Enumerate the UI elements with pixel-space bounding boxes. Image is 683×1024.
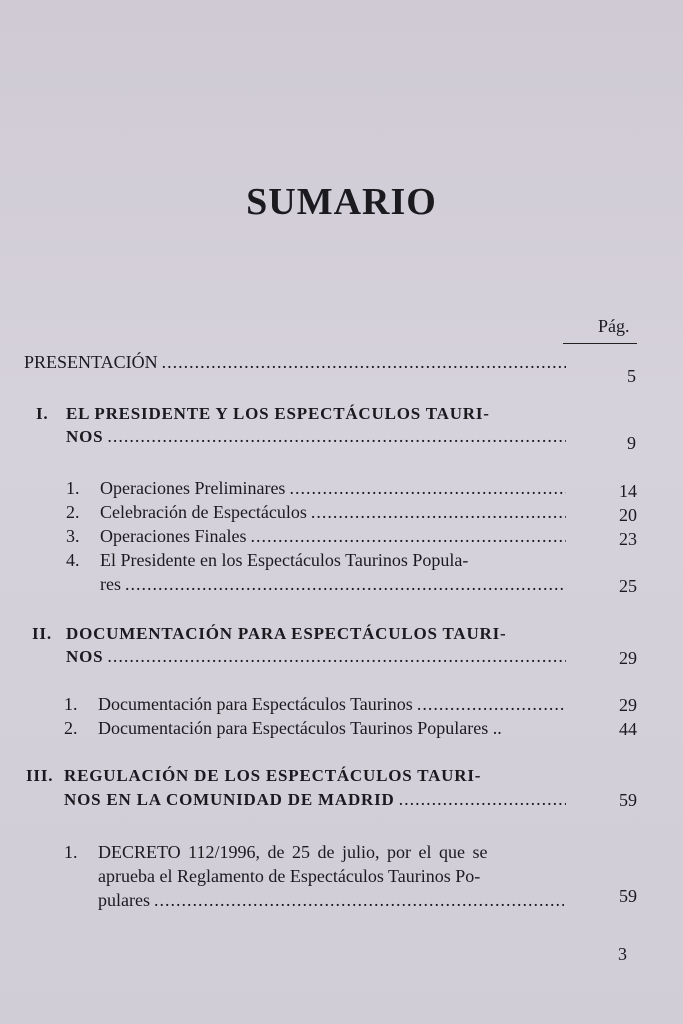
item-page: 14: [619, 481, 637, 501]
item-label-line2: aprueba el Reglamento de Espectáculos Taurinos Po-: [98, 866, 481, 886]
page-number: 3: [618, 944, 627, 964]
section-page: 29: [619, 648, 637, 668]
section-title-line2: NOS: [66, 647, 104, 666]
page-column-rule: [563, 343, 637, 344]
item-page: 20: [619, 505, 637, 525]
toc-entry-label: PRESENTACIÓN: [24, 352, 158, 372]
item-label: Celebración de Espectáculos: [100, 502, 307, 522]
item-number: 2.: [66, 502, 80, 522]
leader-dots: [250, 526, 566, 547]
page-column-label: Pág.: [598, 316, 630, 336]
section-title-line2-row: [64, 789, 566, 810]
item-label: El Presidente en los Espectáculos Taurinos Popula-: [100, 550, 469, 570]
item-number: 2.: [64, 718, 78, 738]
section-title-line1: EL PRESIDENTE Y LOS ESPECTÁCULOS TAURI-: [66, 404, 490, 423]
item-number: 1.: [64, 842, 78, 862]
toc-item: [100, 502, 566, 523]
section-page: 59: [619, 790, 637, 810]
leader-dots: [107, 426, 566, 447]
section-title-line1: DOCUMENTACIÓN PARA ESPECTÁCULOS TAURI-: [66, 624, 507, 643]
toc-item: [100, 478, 566, 499]
leader-dots: [311, 502, 566, 523]
item-label-line1: DECRETO 112/1996, de 25 de julio, por el que se: [98, 842, 488, 862]
item-number: 1.: [66, 478, 80, 498]
item-page: 29: [619, 695, 637, 715]
toc-item: [100, 526, 566, 547]
section-number: I.: [36, 404, 49, 423]
section-title-line2: NOS: [66, 427, 104, 446]
item-number: 4.: [66, 550, 80, 570]
item-page: 23: [619, 529, 637, 549]
item-page: 59: [619, 886, 637, 906]
section-number: II.: [32, 624, 52, 643]
item-label: Operaciones Preliminares: [100, 478, 286, 498]
item-number: 3.: [66, 526, 80, 546]
item-label-line3: pulares: [98, 890, 150, 910]
leader-dots: [417, 694, 566, 715]
leader-dots: [154, 890, 564, 911]
item-label-cont: res: [100, 574, 121, 594]
item-number: 1.: [64, 694, 78, 714]
section-number: III.: [26, 766, 54, 785]
leader-dots: [399, 789, 566, 810]
section-page: 9: [627, 433, 636, 453]
leader-dots: [289, 478, 566, 499]
item-page: 44: [619, 719, 637, 739]
item-label: Documentación para Espectáculos Taurinos: [98, 694, 413, 714]
section-title-line2-row: [66, 646, 566, 667]
leader-dots: [162, 352, 566, 373]
toc-item: [98, 694, 566, 715]
toc-item: [100, 574, 566, 595]
item-label: Documentación para Espectáculos Taurinos Populares ..: [98, 718, 502, 738]
toc-item: [98, 890, 564, 911]
leader-dots: [107, 646, 566, 667]
section-title-line2-row: [66, 426, 566, 447]
page-title: SUMARIO: [246, 181, 437, 223]
toc-entry-presentacion: [24, 352, 566, 373]
item-label: Operaciones Finales: [100, 526, 247, 546]
leader-dots: [125, 574, 566, 595]
toc-entry-page: 5: [627, 366, 636, 386]
item-page: 25: [619, 576, 637, 596]
section-title-line1: REGULACIÓN DE LOS ESPECTÁCULOS TAURI-: [64, 766, 482, 785]
section-title-line2: NOS EN LA COMUNIDAD DE MADRID: [64, 790, 395, 809]
